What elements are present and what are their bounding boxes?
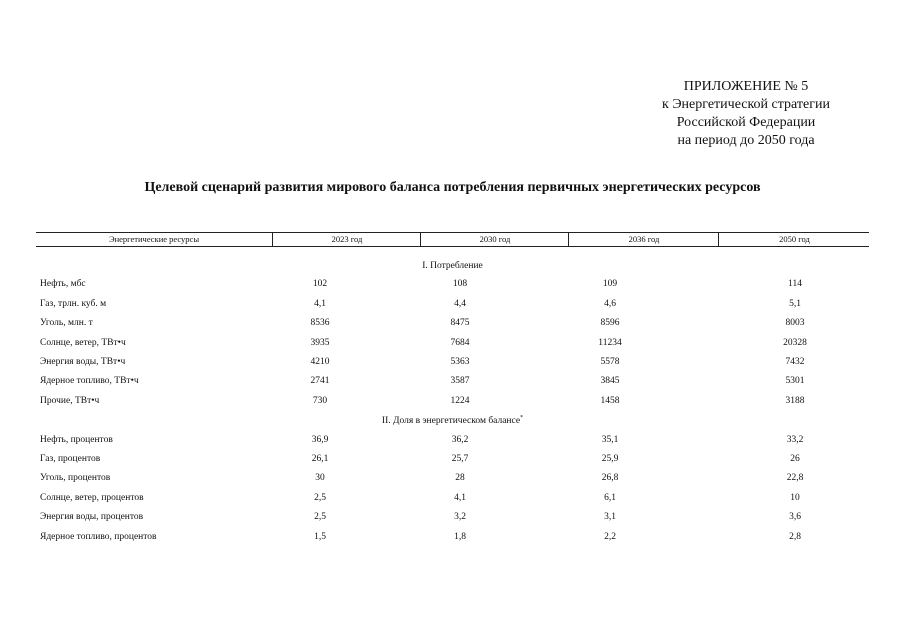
table-cell: 109 <box>602 279 618 290</box>
table-cell: 8536 <box>310 318 330 329</box>
table-cell: 10 <box>790 492 800 503</box>
row-label: Прочие, ТВт•ч <box>40 395 100 406</box>
table-cell: 3,6 <box>789 512 801 523</box>
section-title <box>0 260 905 271</box>
table-cell: 1,8 <box>454 531 466 542</box>
table-cell: 25,7 <box>451 454 469 464</box>
table-cell: 33,2 <box>786 434 804 445</box>
section-title-text: II. Доля в энергетическом балансе <box>381 416 521 427</box>
table-cell: 4,4 <box>454 298 466 309</box>
table-cell: 1,5 <box>314 531 326 542</box>
table-cell: 8475 <box>450 318 470 329</box>
table-cell: 20328 <box>783 337 807 348</box>
table-cell: 4,6 <box>604 298 616 309</box>
table-cell: 2,5 <box>314 492 326 503</box>
section-title-text: I. Потребление <box>422 261 483 272</box>
table-cell: 1458 <box>600 395 620 406</box>
table-cell: 3935 <box>310 337 330 348</box>
section-title <box>0 415 905 426</box>
table-cell: 4210 <box>310 357 330 367</box>
row-label: Газ, процентов <box>40 454 101 464</box>
table-cell: 2,5 <box>314 512 326 523</box>
table-cell: 11234 <box>598 337 622 348</box>
table-cell: 3,2 <box>454 512 466 523</box>
table-cell: 5578 <box>600 357 620 367</box>
table-cell: 28 <box>455 473 465 484</box>
table-cell: 2,8 <box>789 531 801 542</box>
table-cell: 108 <box>452 279 468 290</box>
table-cell: 3,1 <box>604 512 616 523</box>
footnote-mark: * <box>520 415 524 422</box>
header-2030: 2030 год <box>420 233 569 246</box>
table-cell: 5301 <box>785 376 805 387</box>
appendix-block <box>600 78 892 150</box>
table-cell: 114 <box>788 279 802 290</box>
header-2036: 2036 год <box>568 233 719 246</box>
row-label: Нефть, процентов <box>40 434 113 445</box>
table-cell: 5363 <box>450 357 470 367</box>
table-cell: 2,2 <box>604 531 616 542</box>
table-cell: 26,8 <box>601 473 619 484</box>
header-2050: 2050 год <box>718 233 870 246</box>
table-cell: 3188 <box>785 395 805 406</box>
table-cell: 26,1 <box>311 454 329 464</box>
table-cell: 4,1 <box>454 492 466 503</box>
table-cell: 5,1 <box>789 298 801 309</box>
appendix-number: ПРИЛОЖЕНИЕ № 5 <box>683 79 809 94</box>
table-cell: 102 <box>312 279 328 290</box>
table-cell: 1224 <box>450 395 470 406</box>
table-cell: 3845 <box>600 376 620 387</box>
table-cell: 22,8 <box>786 473 804 484</box>
appendix-line-period: на период до 2050 года <box>677 133 815 148</box>
appendix-line-strategy: к Энергетической стратегии <box>662 97 830 112</box>
document-title: Целевой сценарий развития мирового баланса потребления первичных энергетических ресурсов <box>144 180 761 195</box>
table-cell: 26 <box>790 454 800 464</box>
table-cell: 36,2 <box>451 434 469 445</box>
table-cell: 36,9 <box>311 434 329 445</box>
table-cell: 25,9 <box>601 454 619 464</box>
appendix-line-country: Российской Федерации <box>676 115 816 130</box>
row-label: Энергия воды, процентов <box>40 512 144 523</box>
table-cell: 2741 <box>310 376 330 387</box>
table-cell: 4,1 <box>314 298 326 309</box>
table-cell: 30 <box>315 473 325 484</box>
row-label: Уголь, млн. т <box>40 318 93 329</box>
row-label: Нефть, мбс <box>40 279 86 290</box>
row-label: Уголь, процентов <box>40 473 111 484</box>
table-header <box>36 232 869 247</box>
row-label: Солнце, ветер, процентов <box>40 492 144 503</box>
row-label: Ядерное топливо, процентов <box>40 531 157 542</box>
table-cell: 7684 <box>450 337 470 348</box>
header-resources: Энергетические ресурсы <box>108 234 200 244</box>
table-cell: 3587 <box>450 376 470 387</box>
table-cell: 35,1 <box>601 434 619 445</box>
row-label: Энергия воды, ТВт•ч <box>40 357 126 367</box>
table-cell: 8596 <box>600 318 620 329</box>
row-label: Солнце, ветер, ТВт•ч <box>40 337 126 348</box>
table-cell: 8003 <box>785 318 805 329</box>
header-2023: 2023 год <box>272 233 421 246</box>
table-cell: 7432 <box>785 357 805 367</box>
row-label: Ядерное топливо, ТВт•ч <box>40 376 139 387</box>
table-cell: 6,1 <box>604 492 616 503</box>
row-label: Газ, трлн. куб. м <box>40 298 107 309</box>
table-cell: 730 <box>312 395 328 406</box>
